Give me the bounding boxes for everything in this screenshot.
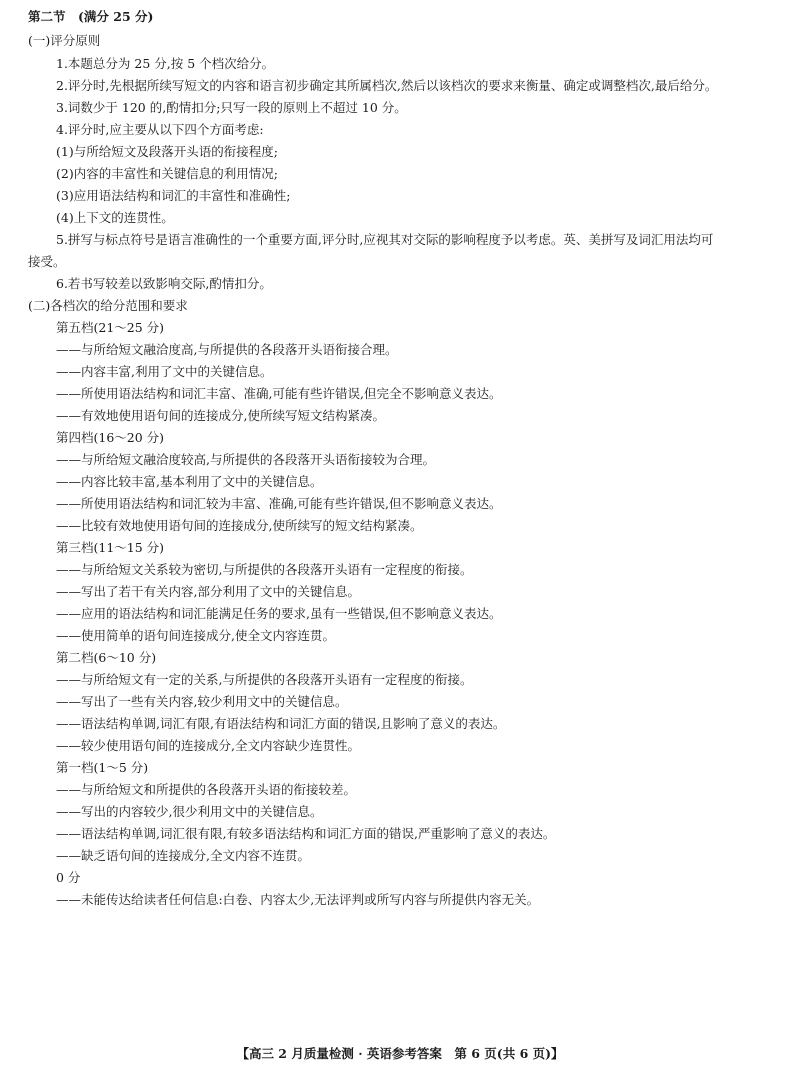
level-title: 0 分 xyxy=(56,870,81,885)
level-criterion: ——与所给短文融洽度较高,与所提供的各段落开头语衔接较为合理。 xyxy=(56,452,435,467)
level-criterion: ——写出的内容较少,很少利用文中的关键信息。 xyxy=(56,804,323,819)
rule-6: 6.若书写较差以致影响交际,酌情扣分。 xyxy=(56,276,272,291)
level-criterion: ——所使用语法结构和词汇丰富、准确,可能有些许错误,但完全不影响意义表达。 xyxy=(56,386,502,401)
level-criterion: ——写出了若干有关内容,部分利用了文中的关键信息。 xyxy=(56,584,360,599)
rule-3: 3.词数少于 120 的,酌情扣分;只写一段的原则上不超过 10 分。 xyxy=(56,100,407,115)
page-footer: 【高三 2 月质量检测 · 英语参考答案 第 6 页(共 6 页)】 xyxy=(236,1046,564,1061)
level-criterion: ——写出了一些有关内容,较少利用文中的关键信息。 xyxy=(56,694,348,709)
level-title: 第二档(6～10 分) xyxy=(56,650,157,665)
level-criterion: ——使用简单的语句间连接成分,使全文内容连贯。 xyxy=(56,628,335,643)
level-criterion: ——语法结构单调,词汇很有限,有较多语法结构和词汇方面的错误,严重影响了意义的表达。 xyxy=(56,826,556,841)
rule-2: 2.评分时,先根据所续写短文的内容和语言初步确定其所属档次,然后以该档次的要求来衡量、确定或调整档次,最后给分。 xyxy=(56,78,718,93)
part2-heading: (二)各档次的给分范围和要求 xyxy=(28,298,188,313)
level-criterion: ——所使用语法结构和词汇较为丰富、准确,可能有些许错误,但不影响意义表达。 xyxy=(56,496,502,511)
level-criterion: ——较少使用语句间的连接成分,全文内容缺少连贯性。 xyxy=(56,738,360,753)
rule-4-sub-4: (4)上下文的连贯性。 xyxy=(56,210,174,225)
level-criterion: ——内容比较丰富,基本利用了文中的关键信息。 xyxy=(56,474,323,489)
level-criterion: ——与所给短文有一定的关系,与所提供的各段落开头语有一定程度的衔接。 xyxy=(56,672,473,687)
level-title: 第三档(11～15 分) xyxy=(56,540,165,555)
rule-4-sub-1: (1)与所给短文及段落开头语的衔接程度; xyxy=(56,144,278,159)
level-criterion: ——语法结构单调,词汇有限,有语法结构和词汇方面的错误,且影响了意义的表达。 xyxy=(56,716,506,731)
rule-4: 4.评分时,应主要从以下四个方面考虑: xyxy=(56,122,264,137)
rule-4-sub-3: (3)应用语法结构和词汇的丰富性和准确性; xyxy=(56,188,291,203)
level-criterion: ——比较有效地使用语句间的连接成分,使所续写的短文结构紧凑。 xyxy=(56,518,423,533)
level-criterion: ——未能传达给读者任何信息:白卷、内容太少,无法评判或所写内容与所提供内容无关。 xyxy=(56,892,540,907)
level-criterion: ——缺乏语句间的连接成分,全文内容不连贯。 xyxy=(56,848,310,863)
level-criterion: ——内容丰富,利用了文中的关键信息。 xyxy=(56,364,273,379)
level-criterion: ——有效地使用语句间的连接成分,使所续写短文结构紧凑。 xyxy=(56,408,385,423)
level-criterion: ——与所给短文融洽度高,与所提供的各段落开头语衔接合理。 xyxy=(56,342,398,357)
rule-4-sub-2: (2)内容的丰富性和关键信息的利用情况; xyxy=(56,166,278,181)
rule-1: 1.本题总分为 25 分,按 5 个档次给分。 xyxy=(56,56,275,71)
level-title: 第四档(16～20 分) xyxy=(56,430,165,445)
part1-heading: (一)评分原则 xyxy=(28,33,101,48)
level-title: 第一档(1～5 分) xyxy=(56,760,149,775)
section-title: 第二节 (满分 25 分) xyxy=(28,9,154,24)
level-criterion: ——与所给短文关系较为密切,与所提供的各段落开头语有一定程度的衔接。 xyxy=(56,562,473,577)
level-criterion: ——应用的语法结构和词汇能满足任务的要求,虽有一些错误,但不影响意义表达。 xyxy=(56,606,502,621)
level-title: 第五档(21～25 分) xyxy=(56,320,165,335)
level-criterion: ——与所给短文和所提供的各段落开头语的衔接较差。 xyxy=(56,782,357,797)
rule-5: 5.拼写与标点符号是语言准确性的一个重要方面,评分时,应视其对交际的影响程度予以考虑。英、美拼写及词汇用法均可 xyxy=(56,232,714,247)
rule-5-continued: 接受。 xyxy=(28,254,66,269)
